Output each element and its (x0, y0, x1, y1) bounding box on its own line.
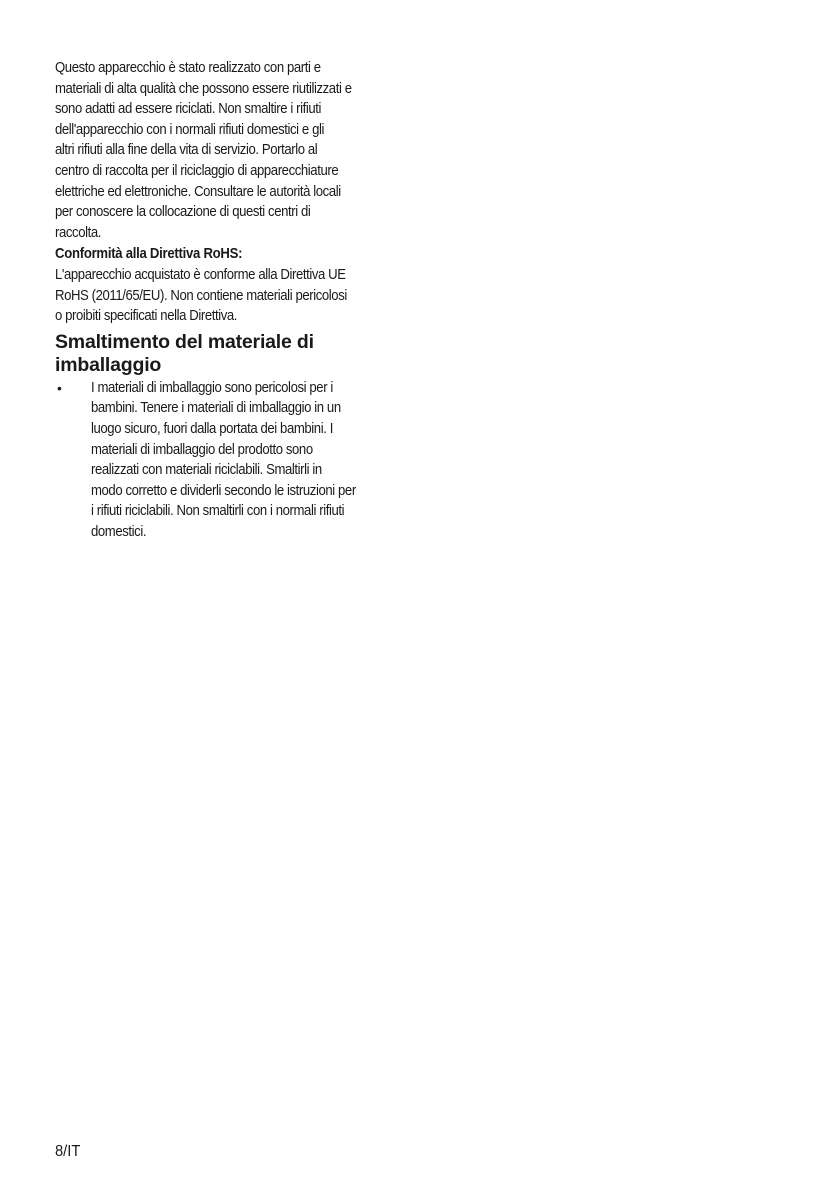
packaging-line: modo corretto e dividerli secondo le istruzioni per (91, 482, 356, 499)
intro-line: altri rifiuti alla fine della vita di servizio. Portarlo al (55, 142, 318, 159)
rohs-line: L'apparecchio acquistato è conforme alla Direttiva UE (55, 266, 346, 283)
packaging-line: bambini. Tenere i materiali di imballaggio in un (91, 400, 341, 417)
intro-line: materiali di alta qualità che possono essere riutilizzati e (55, 80, 352, 97)
intro-line: raccolta. (55, 224, 101, 241)
intro-line: dell'apparecchio con i normali rifiuti domestici e gli (55, 121, 325, 138)
intro-line: centro di raccolta per il riciclaggio di apparecchiature (55, 162, 339, 179)
packaging-line: i rifiuti riciclabili. Non smaltirli con i normali rifiuti (91, 503, 345, 520)
packaging-line: realizzati con materiali riciclabili. Smaltirli in (91, 462, 322, 479)
packaging-line: I materiali di imballaggio sono pericolosi per i (91, 379, 333, 396)
page-content (55, 58, 415, 542)
rohs-line: RoHS (2011/65/EU). Non contiene materiali pericolosi (55, 287, 347, 304)
packaging-heading-line: imballaggio (55, 353, 162, 376)
rohs-paragraph (55, 265, 415, 327)
bullet-icon: • (57, 379, 62, 396)
packaging-line: domestici. (91, 523, 147, 540)
rohs-heading: Conformità alla Direttiva RoHS: (55, 246, 243, 263)
packaging-line: materiali di imballaggio del prodotto sono (91, 441, 313, 458)
intro-line: sono adatti ad essere riciclati. Non smaltire i rifiuti (55, 101, 322, 118)
intro-line: elettriche ed elettroniche. Consultare le autorità locali (55, 183, 341, 200)
packaging-heading (55, 331, 415, 377)
intro-line: Questo apparecchio è stato realizzato con parti e (55, 60, 321, 76)
packaging-heading-line: Smaltimento del materiale di (55, 330, 314, 353)
packaging-bullet-item (55, 378, 415, 543)
packaging-line: luogo sicuro, fuori dalla portata dei bambini. I (91, 420, 333, 437)
intro-paragraph (55, 58, 415, 243)
rohs-line: o proibiti specificati nella Direttiva. (55, 308, 238, 325)
page-number: 8/IT (55, 1143, 81, 1160)
intro-line: per conoscere la collocazione di questi centri di (55, 204, 311, 221)
